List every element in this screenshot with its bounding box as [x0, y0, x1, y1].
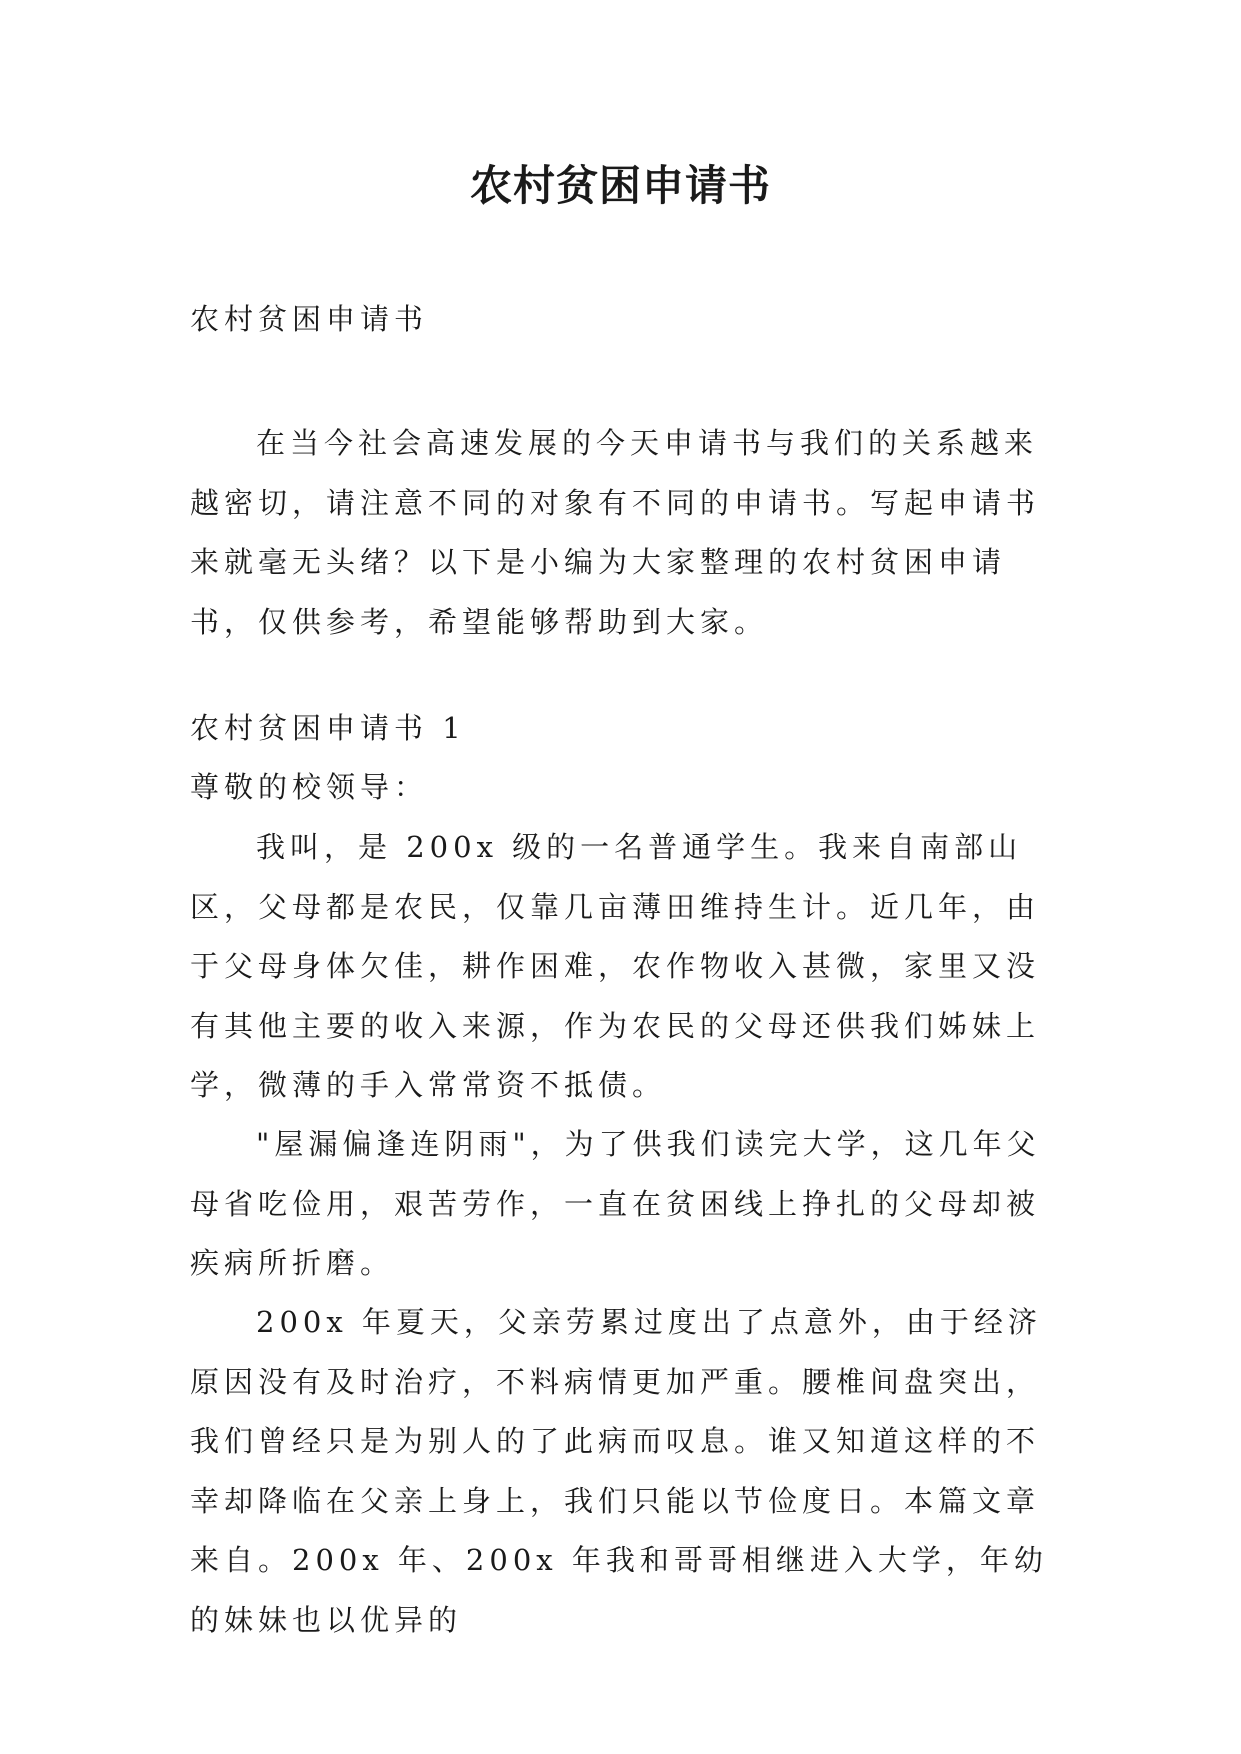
salutation: 尊敬的校领导：	[190, 770, 429, 804]
body-paragraph-1: 我叫，是 200x 级的一名普通学生。我来自南部山区，父母都是农民，仅靠几亩薄田维持生计。近几年，由于父母身体欠佳，耕作困难，农作物收入甚微，家里又没有其他主要的收入来源，作为农民的父母还供我们姊妹上学，微薄的手入常常资不抵债。	[190, 830, 1041, 1102]
intro-paragraph: 在当今社会高速发展的今天申请书与我们的关系越来越密切，请注意不同的对象有不同的申请书。写起申请书来就毫无头绪？以下是小编为大家整理的农村贫困申请书，仅供参考，希望能够帮助到大家。	[190, 426, 1041, 639]
document-subtitle: 农村贫困申请书	[190, 302, 429, 336]
body-paragraph-3: 200x 年夏天，父亲劳累过度出了点意外，由于经济原因没有及时治疗，不料病情更加严重。腰椎间盘突出，我们曾经只是为别人的了此病而叹息。谁又知道这样的不幸却降临在父亲上身上，我们只能以节俭度日。本篇文章来自。200x 年、200x 年我和哥哥相继进入大学，年幼的妹妹也以优异的	[190, 1305, 1048, 1637]
body-paragraph-2: "屋漏偏逢连阴雨"，为了供我们读完大学，这几年父母省吃俭用，艰苦劳作，一直在贫困线上挣扎的父母却被疾病所折磨。	[190, 1127, 1041, 1280]
document-title: 农村贫困申请书	[469, 161, 771, 210]
section-heading: 农村贫困申请书 1	[190, 711, 466, 745]
